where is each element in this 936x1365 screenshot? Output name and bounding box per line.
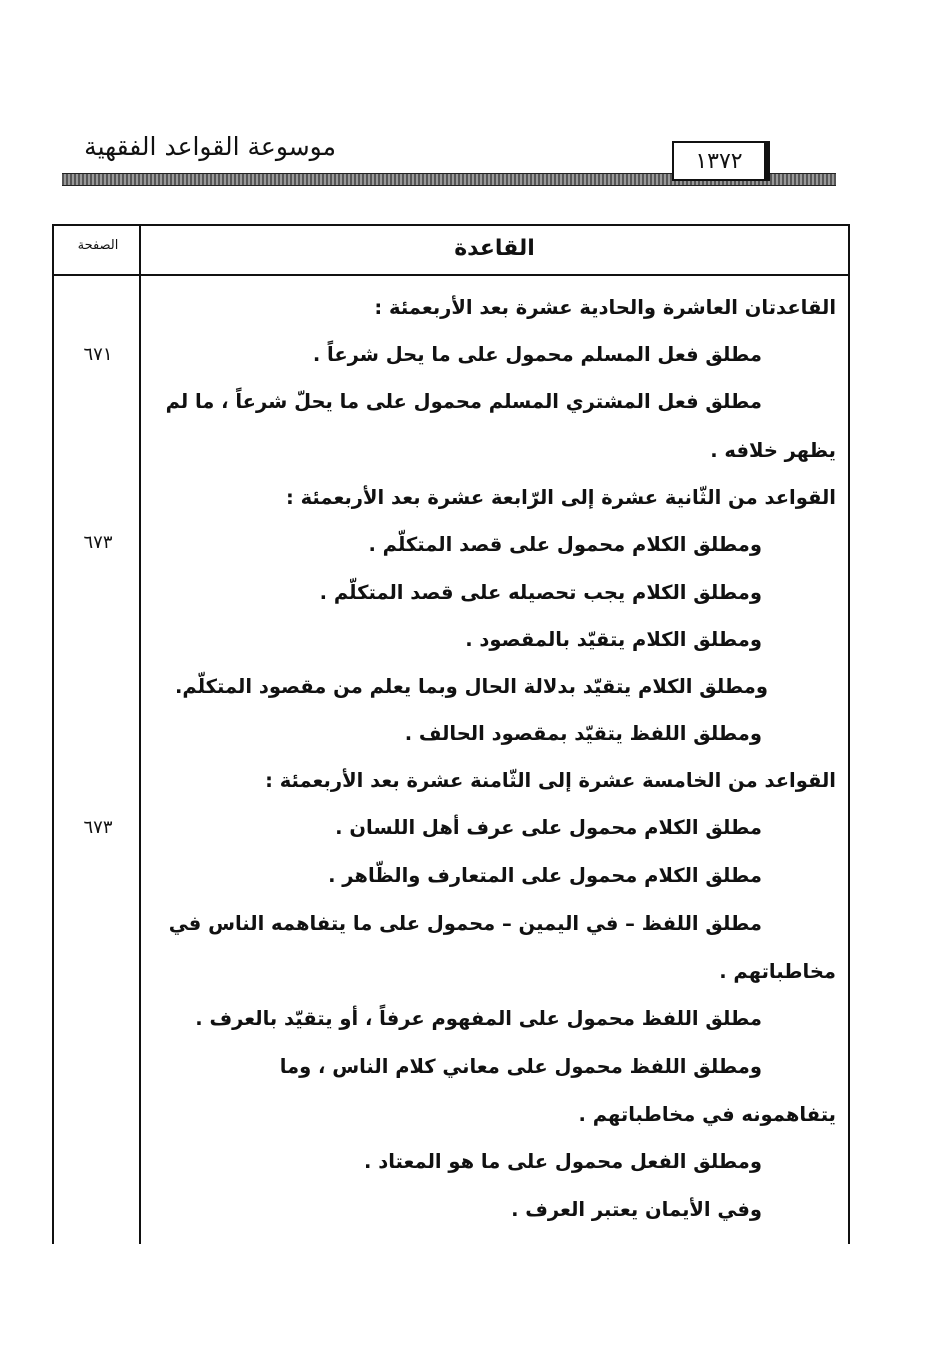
rule-line: مطلق فعل المشتري المسلم محمول على ما يحلّ شرعاً ، ما لم: [165, 390, 762, 413]
page-reference: ٦٧٣: [83, 817, 113, 838]
rule-line: مطلق الكلام محمول على المتعارف والظّاهر .: [328, 864, 762, 887]
column-divider: [139, 224, 141, 1244]
column-header-page: الصفحة: [77, 238, 119, 253]
section-heading: القاعدتان العاشرة والحادية عشرة بعد الأربعمئة :: [374, 296, 836, 319]
rule-line: يظهر خلافه .: [710, 439, 836, 462]
rule-line: مطلق اللفظ محمول على المفهوم عرفاً ، أو يتقيّد بالعرف .: [195, 1007, 762, 1030]
section-heading: القواعد من الثّانية عشرة إلى الرّابعة عشرة بعد الأربعمئة :: [286, 486, 836, 509]
page-number-box: [672, 141, 770, 181]
rule-line: ومطلق اللفظ محمول على معاني كلام الناس ، وما: [279, 1055, 762, 1078]
rule-line: وفي الأيمان يعتبر العرف .: [511, 1198, 762, 1221]
section-heading: القواعد من الخامسة عشرة إلى الثّامنة عشرة بعد الأربعمئة :: [265, 769, 836, 792]
column-header-rule: القاعدة: [454, 236, 535, 261]
page-reference: ٦٧٣: [83, 532, 113, 553]
page-reference: ٦٧١: [83, 344, 113, 365]
rule-line: ومطلق الكلام يتقيّد بدلالة الحال وبما يعلم من مقصود المتكلّم.: [175, 675, 768, 698]
rule-line: ومطلق الكلام يجب تحصيله على قصد المتكلّم .: [319, 581, 762, 604]
rule-line: ومطلق الفعل محمول على ما هو المعتاد .: [364, 1150, 762, 1173]
rule-line: يتفاهمونه في مخاطباتهم .: [578, 1103, 836, 1126]
page-number: ١٣٧٢: [695, 148, 743, 174]
rule-line: ومطلق اللفظ يتقيّد بمقصود الحالف .: [404, 722, 762, 745]
rule-line: ومطلق الكلام يتقيّد بالمقصود .: [465, 628, 762, 651]
table-header-divider: [52, 274, 850, 276]
rule-line: مطلق الكلام محمول على عرف أهل اللسان .: [335, 816, 762, 839]
rule-line: مطلق اللفظ – في اليمين – محمول على ما يتفاهمه الناس في: [168, 912, 762, 935]
running-header-title: موسوعة القواعد الفقهية: [84, 132, 336, 161]
rule-line: مخاطباتهم .: [719, 960, 836, 983]
rule-line: ومطلق الكلام محمول على قصد المتكلّم .: [368, 533, 762, 556]
rule-line: مطلق فعل المسلم محمول على ما يحل شرعاً .: [312, 343, 762, 366]
